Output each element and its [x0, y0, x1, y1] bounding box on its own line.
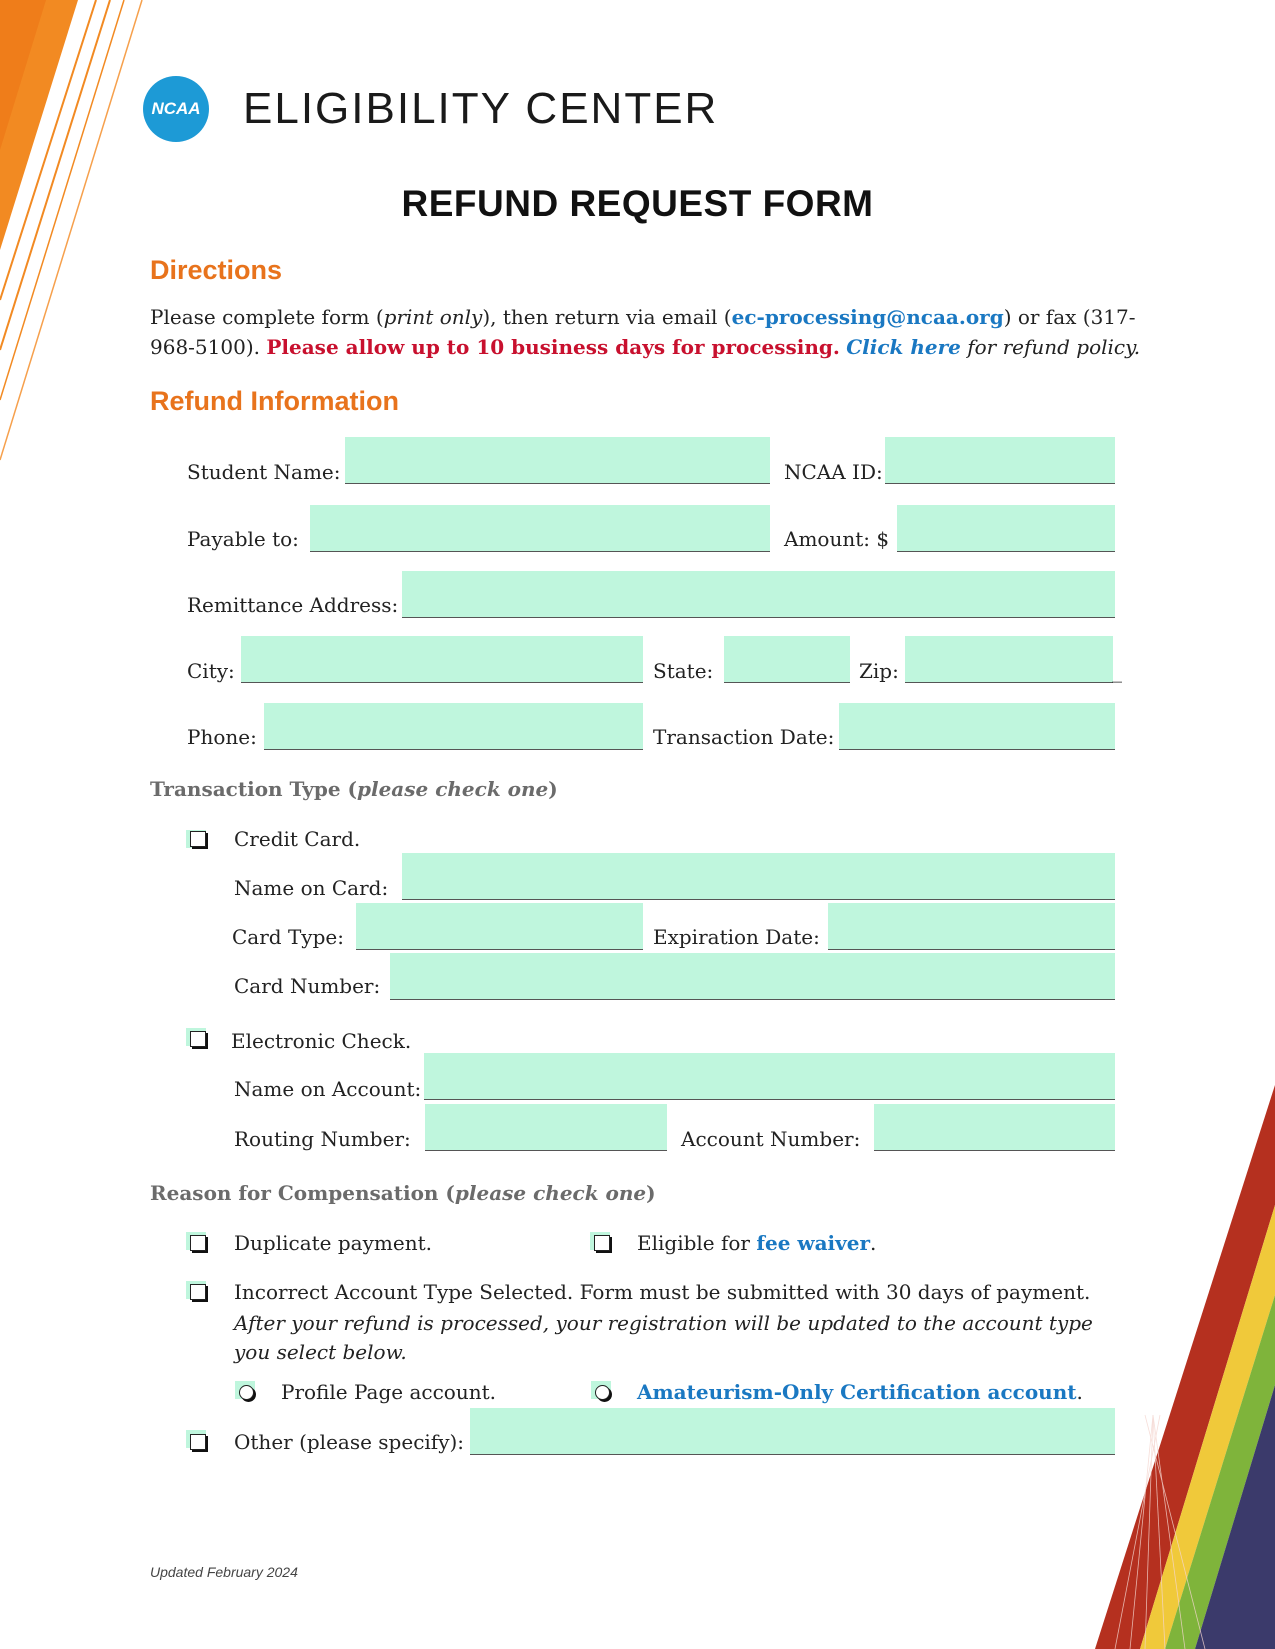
zip-label: Zip:: [859, 659, 899, 683]
refund-policy-link[interactable]: Click here: [846, 335, 961, 359]
amount-field[interactable]: [897, 505, 1115, 552]
profile-page-radio[interactable]: [239, 1385, 254, 1400]
amateurism-label: Amateurism-Only Certification account.: [637, 1380, 1083, 1404]
account-number-field[interactable]: [874, 1104, 1115, 1151]
directions-text: Please complete form (print only), then return via email (ec-processing@ncaa.org) or fax (317-968-5100). Please allow up to 10 business days for processing. Click here for refund policy.: [150, 305, 1141, 359]
remittance-address-label: Remittance Address:: [187, 593, 399, 617]
card-type-field[interactable]: [356, 903, 643, 950]
decorative-stripes-right: [1085, 1085, 1275, 1649]
name-on-account-field[interactable]: [424, 1053, 1115, 1100]
name-on-account-label: Name on Account:: [234, 1077, 422, 1101]
city-field[interactable]: [241, 636, 643, 683]
card-number-field[interactable]: [390, 953, 1115, 1000]
ncaa-id-field[interactable]: [885, 437, 1115, 484]
routing-number-field[interactable]: [425, 1104, 667, 1151]
transaction-date-label: Transaction Date:: [653, 725, 835, 749]
phone-label: Phone:: [187, 725, 257, 749]
profile-page-label: Profile Page account.: [281, 1380, 496, 1404]
fee-waiver-checkbox[interactable]: [594, 1235, 610, 1251]
duplicate-payment-checkbox[interactable]: [190, 1235, 206, 1251]
remittance-address-field[interactable]: [402, 571, 1115, 618]
routing-number-label: Routing Number:: [234, 1127, 411, 1151]
student-name-field[interactable]: [345, 437, 770, 484]
expiration-date-field[interactable]: [828, 903, 1115, 950]
incorrect-type-checkbox[interactable]: [190, 1284, 206, 1300]
directions-heading: Directions: [150, 255, 283, 285]
ncaa-logo-badge: [143, 76, 209, 142]
duplicate-payment-label: Duplicate payment.: [234, 1231, 432, 1255]
decorative-stripes-left: [0, 0, 160, 470]
state-label: State:: [653, 659, 714, 683]
other-field[interactable]: [470, 1408, 1115, 1455]
credit-card-checkbox[interactable]: [190, 831, 206, 847]
name-on-card-label: Name on Card:: [234, 876, 389, 900]
zip-trailing-underscore: _: [1112, 659, 1122, 683]
payable-to-label: Payable to:: [187, 527, 299, 551]
payable-to-field[interactable]: [310, 505, 770, 552]
city-label: City:: [187, 659, 235, 683]
zip-field[interactable]: [905, 636, 1113, 683]
incorrect-type-label: Incorrect Account Type Selected. Form must be submitted with 30 days of payment.: [234, 1280, 1091, 1304]
amateurism-radio[interactable]: [595, 1385, 610, 1400]
ncaa-id-label: NCAA ID:: [784, 460, 883, 484]
state-field[interactable]: [724, 636, 850, 683]
transaction-type-heading: Transaction Type (please check one): [150, 777, 558, 801]
card-type-label: Card Type:: [232, 925, 344, 949]
credit-card-label: Credit Card.: [234, 827, 361, 851]
processing-note: Please allow up to 10 business days for processing.: [266, 335, 840, 359]
electronic-check-checkbox[interactable]: [190, 1031, 206, 1047]
amateurism-link[interactable]: Amateurism-Only Certification account: [637, 1380, 1077, 1404]
refund-info-heading: Refund Information: [150, 386, 399, 416]
amount-label: Amount: $: [784, 527, 890, 551]
footer-updated: Updated February 2024: [150, 1564, 298, 1580]
transaction-date-field[interactable]: [839, 703, 1115, 750]
other-checkbox[interactable]: [190, 1434, 206, 1450]
expiration-date-label: Expiration Date:: [653, 925, 820, 949]
student-name-label: Student Name:: [187, 460, 341, 484]
reason-heading: Reason for Compensation (please check one): [150, 1181, 656, 1205]
fee-waiver-label: Eligible for fee waiver.: [637, 1231, 877, 1255]
account-number-label: Account Number:: [681, 1127, 861, 1151]
electronic-check-label: Electronic Check.: [231, 1029, 412, 1053]
name-on-card-field[interactable]: [402, 853, 1115, 900]
incorrect-type-note: After your refund is processed, your registration will be updated to the account type you select below.: [234, 1311, 1093, 1364]
other-label: Other (please specify):: [234, 1430, 465, 1454]
form-title: REFUND REQUEST FORM: [401, 183, 874, 224]
card-number-label: Card Number:: [234, 974, 381, 998]
email-link[interactable]: ec-processing@ncaa.org: [731, 305, 1004, 329]
fee-waiver-link[interactable]: fee waiver: [756, 1231, 871, 1255]
logo-wordmark: ELIGIBILITY CENTER: [243, 84, 719, 133]
phone-field[interactable]: [264, 703, 643, 750]
ncaa-logo-text: NCAA: [151, 99, 201, 118]
